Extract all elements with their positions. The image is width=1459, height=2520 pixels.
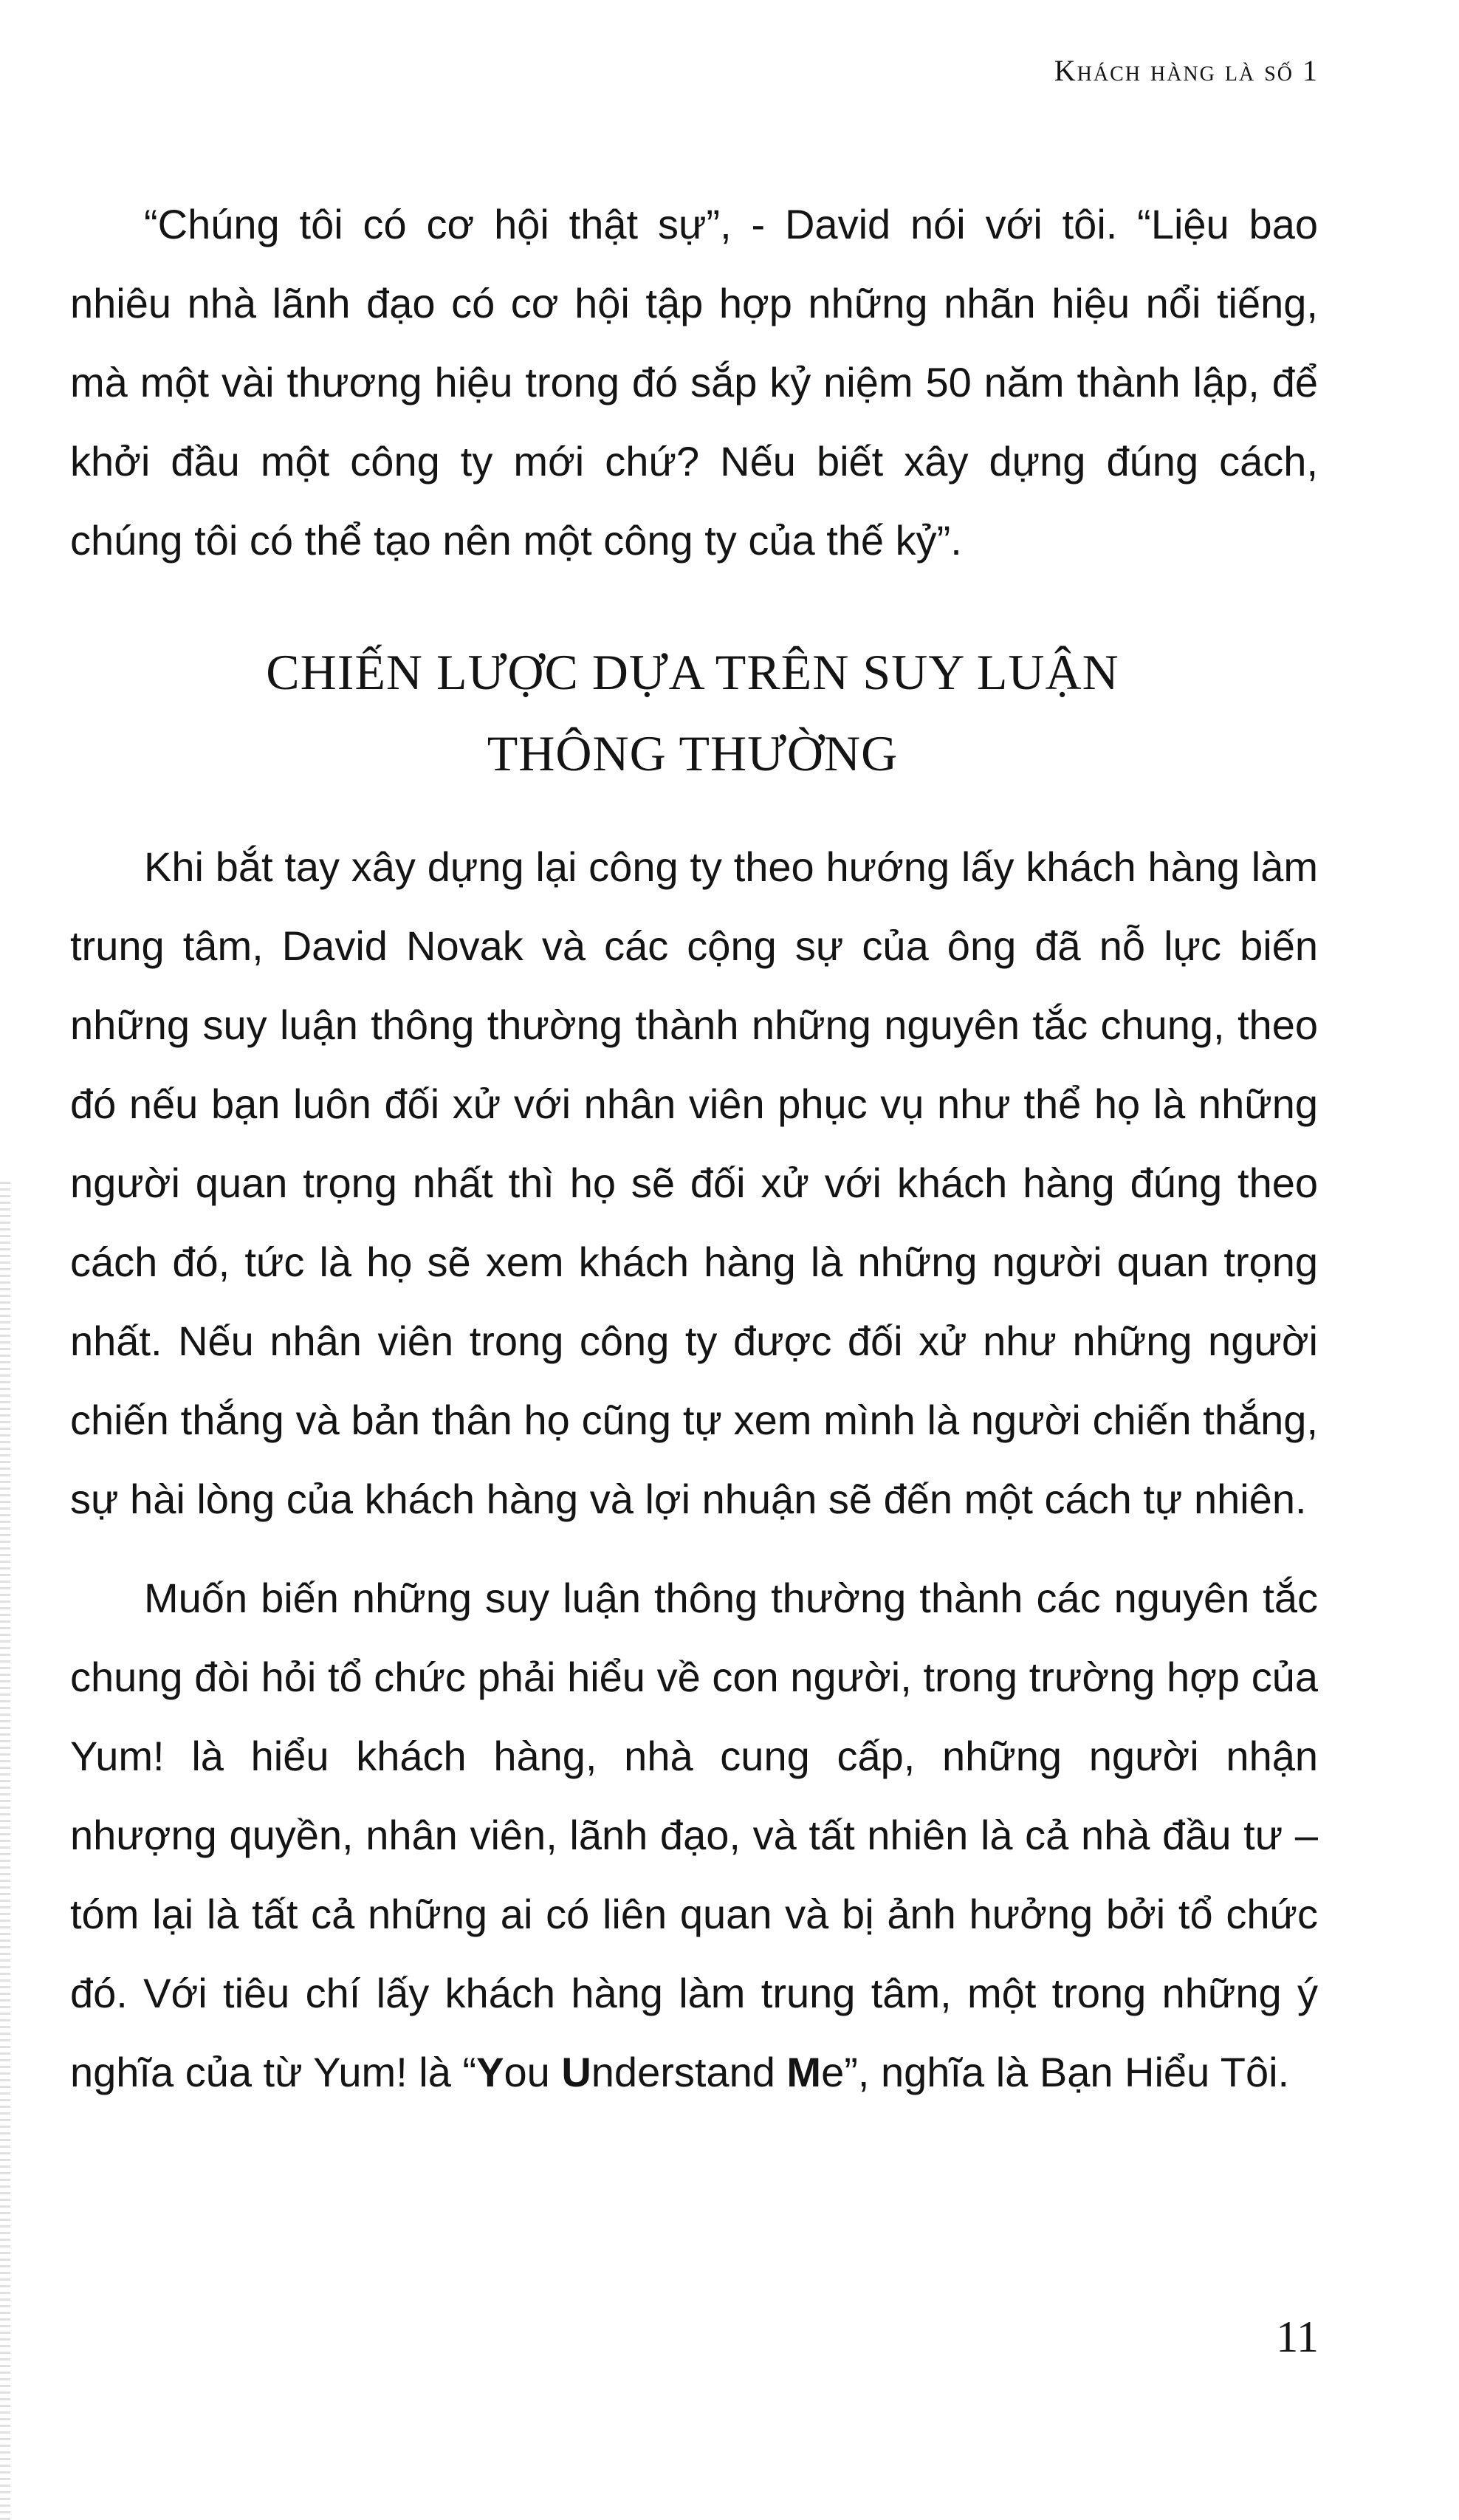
- paragraph-customer-centric: Khi bắt tay xây dựng lại công ty theo hướng lấy khách hàng làm trung tâm, David Novak và các cộng sự của ông đã nỗ lực biến những suy luận thông thường thành những nguyên tắc chung, theo đó nếu bạn luôn đối xử với nhân viên phục vụ như thể họ là những người quan trọng nhất thì họ sẽ đối xử với khách hàng đúng theo cách đó, tức là họ sẽ xem khách hàng là những người quan trọng nhất. Nếu nhân viên trong công ty được đối xử như những người chiến thắng và bản thân họ cũng tự xem mình là người chiến thắng, sự hài lòng của khách hàng và lợi nhuận sẽ đến một cách tự nhiên.: [70, 843, 1318, 1522]
- acronym-letter-u: U: [561, 2049, 591, 2095]
- acronym-letter-y: Y: [476, 2049, 504, 2095]
- paragraph-ending: , nghĩa là Bạn Hiểu Tôi.: [857, 2049, 1290, 2095]
- page-number: 11: [1276, 2312, 1319, 2361]
- close-quote: ”: [844, 2049, 858, 2095]
- acronym-letter-m: M: [786, 2049, 822, 2095]
- acronym-word-nderstand: nderstand: [591, 2049, 787, 2095]
- open-quote: “: [462, 2049, 477, 2095]
- running-header: Khách hàng là số 1: [1054, 54, 1319, 87]
- paragraph-body-text: Muốn biến những suy luận thông thường thành các nguyên tắc chung đòi hỏi tổ chức phải hiểu về con người, trong trường hợp của Yum! là hiểu khách hàng, nhà cung cấp, những người nhận nhượng quyền, nhân viên, lãnh đạo, và tất nhiên là cả nhà đầu tư – tóm lại là tất cả những ai có liên quan và bị ảnh hưởng bởi tổ chức đó. Với tiêu chí lấy khách hàng làm trung tâm, một trong những ý nghĩa của từ Yum! là: [70, 1575, 1318, 2095]
- section-heading-line-1: CHIẾN LƯỢC DỰA TRÊN SUY LUẬN: [266, 644, 1119, 700]
- acronym-word-ou: ou: [504, 2049, 562, 2095]
- acronym-word-e: e: [821, 2049, 845, 2095]
- section-heading-line-2: THÔNG THƯỜNG: [487, 725, 899, 781]
- scan-edge-shadow: [0, 1182, 10, 2520]
- paragraph-understanding-people: [70, 1558, 1318, 2112]
- section-heading: [74, 631, 1311, 794]
- paragraph-david-quote: “Chúng tôi có cơ hội thật sự”, - David nói với tôi. “Liệu bao nhiêu nhà lãnh đạo có cơ hội tập hợp những nhãn hiệu nổi tiếng, mà một vài thương hiệu trong đó sắp kỷ niệm 50 năm thành lập, để khởi đầu một công ty mới chứ? Nếu biết xây dựng đúng cách, chúng tôi có thể tạo nên một công ty của thế kỷ”.: [70, 201, 1318, 564]
